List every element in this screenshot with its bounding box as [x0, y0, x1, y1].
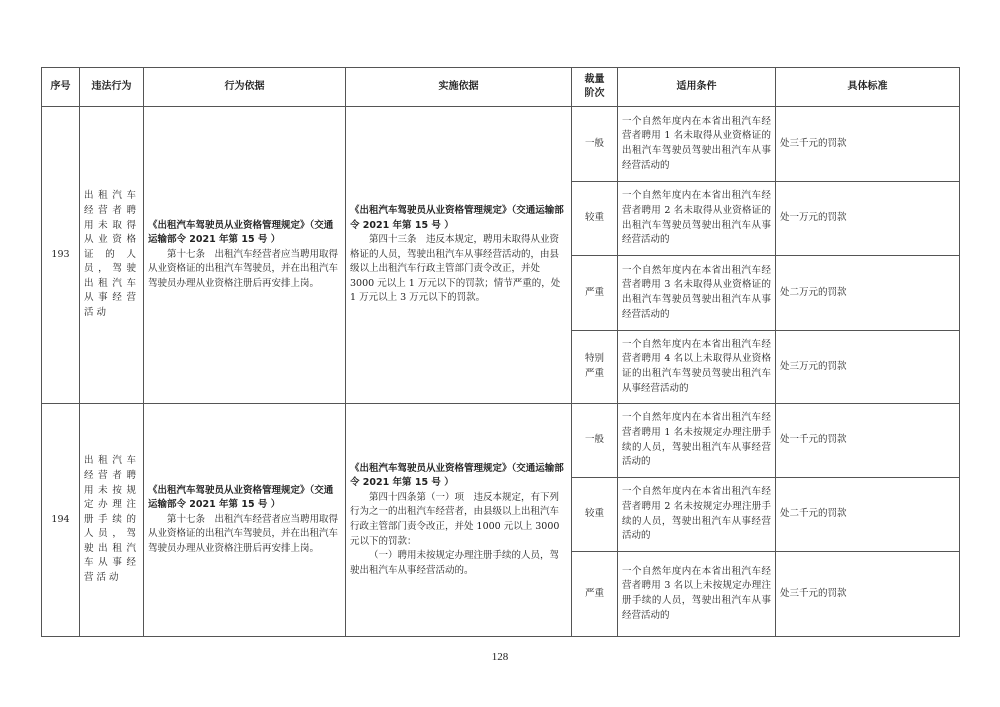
table-row [42, 107, 960, 182]
tier-condition: 一个自然年度内在本省出租汽车经营者聘用 2 名未按规定办理注册手续的人员，驾驶出租汽车从事经营活动的 [618, 478, 776, 552]
tier-level: 严重 [572, 256, 618, 331]
header-level: 裁量阶次 [572, 68, 618, 107]
tier-standard: 处一万元的罚款 [776, 182, 960, 256]
tier-level: 严重 [572, 552, 618, 637]
impl-text: 第四十三条 违反本规定，聘用未取得从业资格证的人员，驾驶出租汽车从事经营活动的，由县级以上出租汽车行政主管部门责令改正，并处 3000 元以上 1 万元以下的罚款；情节严重的，处 1 万元以上 3 万元以下的罚款。 [350, 234, 561, 304]
penalty-standards-table [41, 67, 960, 637]
row-impl [346, 404, 572, 637]
page-number: 128 [491, 651, 509, 663]
tier-level: 一般 [572, 404, 618, 478]
row-basis [144, 404, 346, 637]
basis-title: 《出租汽车驾驶员从业资格管理规定》（交通运输部令 2021 年第 15 号 ） [148, 219, 334, 246]
tier-level: 特别严重 [572, 331, 618, 404]
row-basis [144, 107, 346, 404]
tier-standard: 处一千元的罚款 [776, 404, 960, 478]
table-row [42, 404, 960, 478]
tier-standard: 处三万元的罚款 [776, 331, 960, 404]
tier-condition: 一个自然年度内在本省出租汽车经营者聘用 2 名未取得从业资格证的出租汽车驾驶员驾驶出租汽车从事经营活动的 [618, 182, 776, 256]
basis-title: 《出租汽车驾驶员从业资格管理规定》（交通运输部令 2021 年第 15 号 ） [148, 484, 334, 511]
tier-condition: 一个自然年度内在本省出租汽车经营者聘用 1 名未取得从业资格证的出租汽车驾驶员驾驶出租汽车从事经营活动的 [618, 107, 776, 182]
row-seq: 193 [42, 107, 80, 404]
header-row [42, 68, 960, 107]
header-impl: 实施依据 [346, 68, 572, 107]
header-violation: 违法行为 [80, 68, 144, 107]
row-seq: 194 [42, 404, 80, 637]
tier-level: 一般 [572, 107, 618, 182]
tier-standard: 处三千元的罚款 [776, 107, 960, 182]
basis-text: 第十七条 出租汽车经营者应当聘用取得从业资格证的出租汽车驾驶员，并在出租汽车驾驶员办理从业资格注册后再安排上岗。 [148, 513, 339, 554]
header-condition: 适用条件 [618, 68, 776, 107]
row-impl [346, 107, 572, 404]
tier-condition: 一个自然年度内在本省出租汽车经营者聘用 4 名以上未取得从业资格证的出租汽车驾驶员驾驶出租汽车从事经营活动的 [618, 331, 776, 404]
row-violation: 出租汽车经营者聘用未按规定办理注册手续的人员，驾驶出租汽车从事经营活动 [80, 404, 144, 637]
header-seq: 序号 [42, 68, 80, 107]
tier-standard: 处二万元的罚款 [776, 256, 960, 331]
tier-standard: 处三千元的罚款 [776, 552, 960, 637]
tier-condition: 一个自然年度内在本省出租汽车经营者聘用 1 名未按规定办理注册手续的人员，驾驶出租汽车从事经营活动的 [618, 404, 776, 478]
tier-level: 较重 [572, 478, 618, 552]
tier-condition: 一个自然年度内在本省出租汽车经营者聘用 3 名未取得从业资格证的出租汽车驾驶员驾驶出租汽车从事经营活动的 [618, 256, 776, 331]
impl-text: 第四十四条第（一）项 违反本规定，有下列行为之一的出租汽车经营者，由县级以上出租汽车行政主管部门责令改正，并处 1000 元以上 3000 元以下的罚款： [350, 491, 560, 547]
header-standard: 具体标准 [776, 68, 960, 107]
tier-standard: 处二千元的罚款 [776, 478, 960, 552]
row-violation: 出租汽车经营者聘用未取得从业资格证的人员，驾驶出租汽车从事经营活动 [80, 107, 144, 404]
basis-text: 第十七条 出租汽车经营者应当聘用取得从业资格证的出租汽车驾驶员，并在出租汽车驾驶员办理从业资格注册后再安排上岗。 [148, 248, 339, 289]
impl-item: （一）聘用未按规定办理注册手续的人员，驾驶出租汽车从事经营活动的。 [350, 550, 560, 576]
impl-title: 《出租汽车驾驶员从业资格管理规定》（交通运输部令 2021 年第 15 号 ） [350, 462, 564, 489]
impl-title: 《出租汽车驾驶员从业资格管理规定》（交通运输部令 2021 年第 15 号 ） [350, 204, 564, 231]
header-basis: 行为依据 [144, 68, 346, 107]
tier-level: 较重 [572, 182, 618, 256]
tier-condition: 一个自然年度内在本省出租汽车经营者聘用 3 名以上未按规定办理注册手续的人员，驾驶出租汽车从事经营活动的 [618, 552, 776, 637]
